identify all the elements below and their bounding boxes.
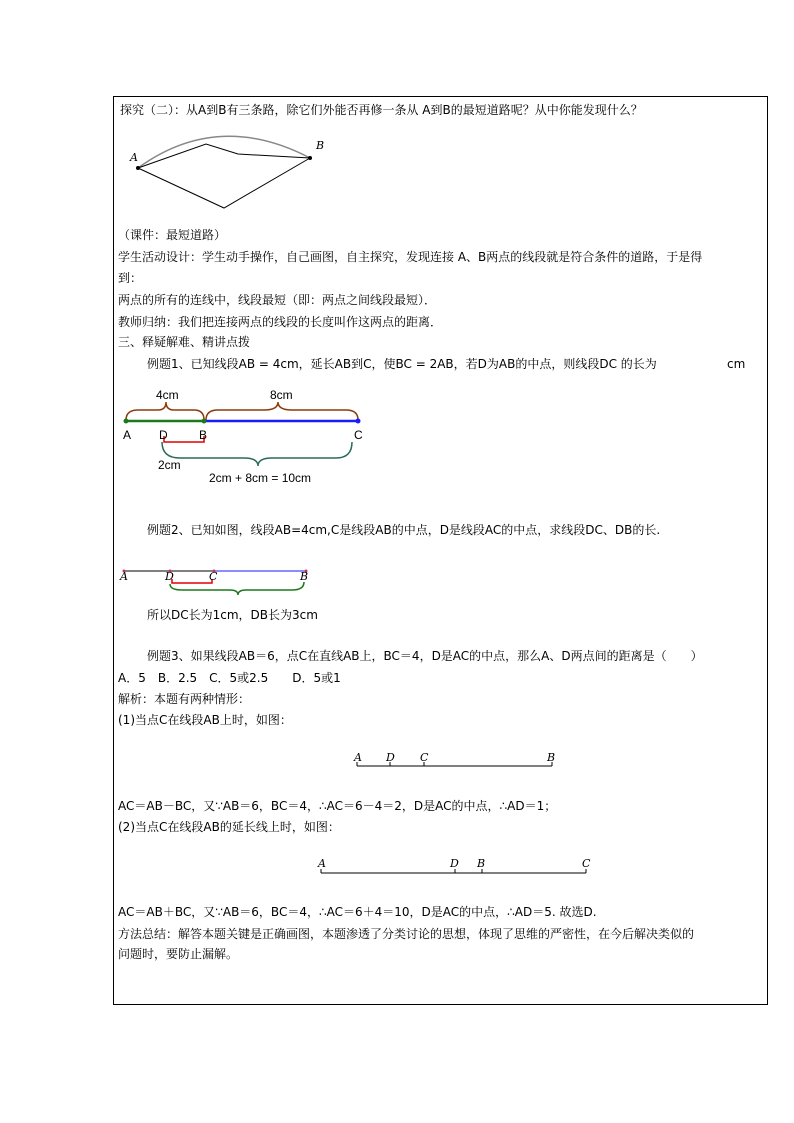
brace-dc: [162, 442, 352, 466]
fig2-label-d: D: [450, 857, 459, 870]
example2-figure: [120, 560, 320, 600]
label-8cm: 8cm: [270, 388, 293, 402]
fig1-label-c: C: [420, 751, 429, 764]
example1-unit: cm: [727, 357, 746, 371]
fig1-label-b: B: [547, 751, 556, 764]
fig1-label-a: A: [354, 751, 362, 764]
student-activity-line2: 到：: [118, 271, 143, 285]
ex2-label-d: D: [165, 570, 174, 583]
bracket-dc: [172, 579, 212, 583]
example2-text: 例题2、已知如图，线段AB=4cm,C是线段AB的中点，D是线段AC的中点，求线段DC、DB的长.: [147, 523, 661, 537]
label-c: C: [354, 428, 363, 442]
brace-db: [170, 582, 304, 595]
teacher-summary: 教师归纳：我们把连接两点的线段的长度叫作这两点的距离．: [118, 315, 443, 329]
point-b-label: B: [316, 139, 325, 152]
student-activity-line1: 学生活动设计：学生动手操作，自己画图，自主探究，发现连接 A、B两点的线段就是符合条件的道路，于是得: [118, 250, 703, 264]
case2-solution: AC＝AB＋BC，又∵AB＝6，BC＝4，∴AC＝6＋4＝10，D是AC的中点，∴AD＝5. 故选D.: [118, 905, 597, 919]
fig1-label-d: D: [386, 751, 395, 764]
ex2-label-b: B: [300, 570, 309, 583]
example3-analysis: 解析：本题有两种情形：: [118, 692, 251, 706]
brace-8cm: [206, 402, 358, 420]
example3-options: A．5 B．2.5 C．5或2.5 D．5或1: [118, 671, 341, 685]
explore2-title: 探究（二）：从A到B有三条路，除它们外能否再修一条从 A到B的最短道路呢？从中你能发现什么？: [120, 103, 643, 117]
polyline-route: [138, 144, 310, 168]
ex2-label-c: C: [209, 570, 218, 583]
case1-solution: AC＝AB－BC，又∵AB＝6，BC＝4，∴AC＝6－4＝2，D是AC的中点，∴AD＝1；: [118, 799, 557, 813]
fig2-label-a: A: [318, 857, 326, 870]
label-d: D: [159, 428, 168, 442]
example3-case2: (2)当点C在线段AB的延长线上时，如图：: [118, 820, 340, 834]
courseware-note: （课件：最短道路）: [118, 228, 227, 242]
conclusion-text: 两点的所有的连线中，线段最短（即：两点之间线段最短）．: [118, 293, 437, 307]
lower-route: [138, 158, 310, 208]
method-summary-line2: 问题时，要防止漏解。: [118, 947, 239, 961]
arc-route: [138, 136, 310, 168]
case1-figure: [354, 760, 559, 772]
fig2-label-c: C: [582, 857, 591, 870]
point-a-label: A: [130, 151, 138, 164]
label-4cm: 4cm: [156, 388, 179, 402]
example2-answer: 所以DC长为1cm，DB长为3cm: [147, 608, 318, 622]
part3-title: 三、释疑解难、精讲点拨: [118, 335, 251, 349]
label-sum: 2cm + 8cm = 10cm: [209, 471, 312, 485]
fig2-label-b: B: [477, 857, 486, 870]
example1-text: 例题1、已知线段AB = 4cm，延长AB到C，使BC = 2AB，若D为AB的中点，则线段DC 的长为: [147, 357, 657, 371]
example3-case1: (1)当点C在线段AB上时，如图：: [118, 713, 292, 727]
example3-text: 例题3、如果线段AB＝6，点C在直线AB上，BC＝4，D是AC的中点，那么A、D两点间的距离是（ ）: [147, 649, 703, 663]
method-summary-line1: 方法总结：解答本题关键是正确画图，本题渗透了分类讨论的思想，体现了思维的严密性，在今后解决类似的: [118, 927, 695, 941]
label-2cm: 2cm: [158, 458, 181, 472]
brace-4cm: [126, 402, 204, 420]
shortest-path-figure: [128, 128, 328, 212]
bracket-db: [164, 436, 204, 442]
label-a: A: [123, 428, 132, 442]
ex2-label-a: A: [120, 570, 128, 583]
label-b: B: [199, 428, 208, 442]
